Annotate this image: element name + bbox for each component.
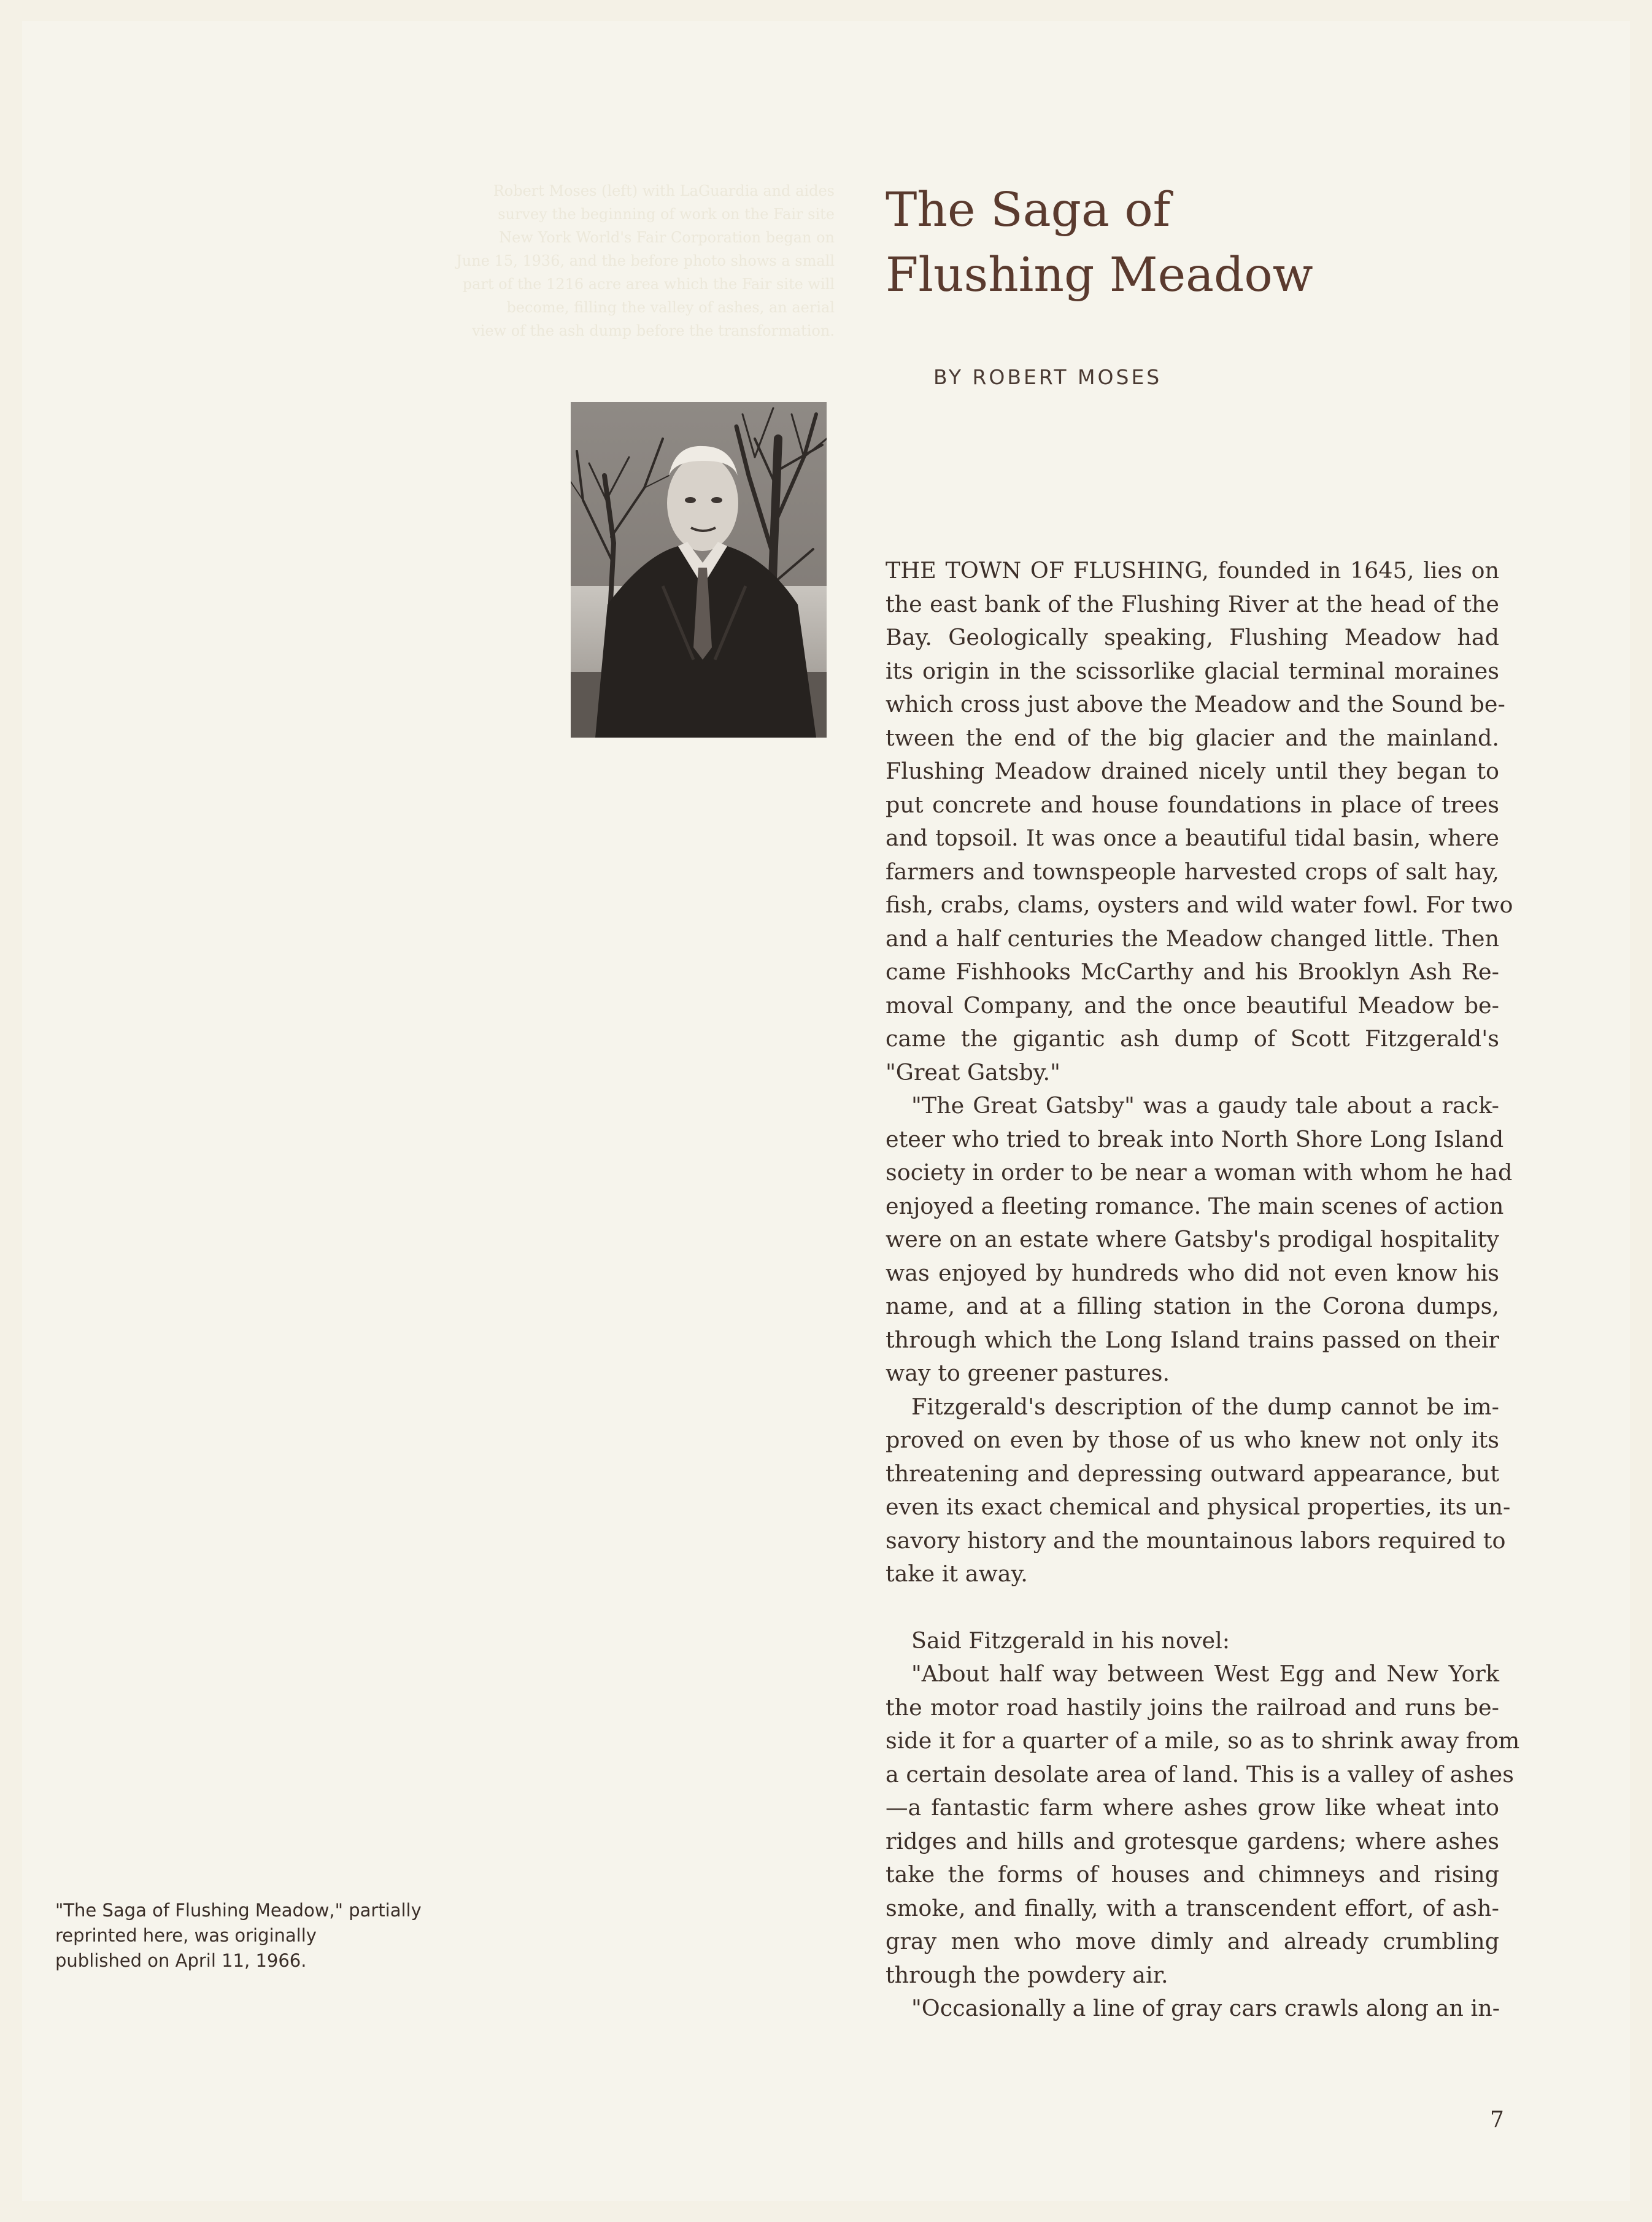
- text-line: threatening and depressing outward appearance, but: [886, 1460, 1499, 1487]
- page-title: [886, 178, 1561, 308]
- text-line: gray men who move dimly and already crumbling: [886, 1928, 1499, 1954]
- text-line: side it for a quarter of a mile, so as to shrink away from: [886, 1727, 1520, 1754]
- show-through-text: [331, 179, 835, 342]
- show-through-line: Robert Moses (left) with LaGuardia and aides: [493, 182, 835, 199]
- text-line: came the gigantic ash dump of Scott Fitzgerald's: [886, 1025, 1499, 1052]
- article-paragraph: [886, 1657, 1520, 1992]
- byline: BY ROBERT MOSES: [933, 365, 1162, 389]
- text-line: through the powdery air.: [886, 1961, 1168, 1988]
- text-line: THE TOWN OF FLUSHING, founded in 1645, lies on: [886, 557, 1499, 584]
- text-line: enjoyed a fleeting romance. The main scenes of action: [886, 1192, 1504, 1219]
- text-line: put concrete and house foundations in place of trees: [886, 791, 1499, 818]
- paragraph-gap: [886, 1591, 1499, 1624]
- text-line: name, and at a filling station in the Corona dumps,: [886, 1293, 1499, 1319]
- show-through-line: part of the 1216 acre area which the Fair site will: [462, 276, 835, 293]
- text-line: tween the end of the big glacier and the mainland.: [886, 724, 1499, 751]
- article-paragraph: [886, 1992, 1499, 2026]
- sidebar-caption: [55, 1898, 485, 1973]
- author-photo: [571, 402, 827, 738]
- show-through-line: survey the beginning of work on the Fair site: [498, 206, 835, 223]
- article-body: [886, 554, 1520, 2026]
- text-line: —a fantastic farm where ashes grow like wheat into: [886, 1794, 1499, 1821]
- text-line: even its exact chemical and physical properties, its un-: [886, 1494, 1511, 1520]
- text-line: savory history and the mountainous labors required to: [886, 1527, 1506, 1554]
- caption-line: reprinted here, was originally: [55, 1925, 317, 1946]
- show-through-line: become, filling the valley of ashes, an aerial: [506, 299, 835, 316]
- text-line: moval Company, and the once beautiful Meadow be-: [886, 992, 1499, 1019]
- text-line: Said Fitzgerald in his novel:: [911, 1627, 1230, 1654]
- show-through-line: June 15, 1936, and the before photo shows a small: [456, 252, 835, 269]
- text-line: take the forms of houses and chimneys and rising: [886, 1861, 1499, 1888]
- text-line: Bay. Geologically speaking, Flushing Meadow had: [886, 624, 1499, 650]
- page-number: 7: [1490, 2107, 1504, 2132]
- text-line: the motor road hastily joins the railroad and runs be-: [886, 1694, 1499, 1721]
- text-line: "Great Gatsby.": [886, 1059, 1060, 1086]
- text-line: Flushing Meadow drained nicely until they began to: [886, 758, 1499, 784]
- text-line: way to greener pastures.: [886, 1360, 1170, 1386]
- text-line: the east bank of the Flushing River at the head of the: [886, 590, 1499, 617]
- text-line: proved on even by those of us who knew not only its: [886, 1427, 1499, 1453]
- page-title-line-1: The Saga of: [886, 183, 1171, 237]
- text-line: farmers and townspeople harvested crops of salt hay,: [886, 858, 1499, 885]
- text-line: "Occasionally a line of gray cars crawls along an in-: [911, 1995, 1500, 2021]
- article-paragraph: [886, 1089, 1513, 1391]
- text-line: a certain desolate area of land. This is a valley of ashes: [886, 1761, 1515, 1788]
- text-line: "The Great Gatsby" was a gaudy tale about a rack-: [911, 1092, 1499, 1119]
- caption-line: published on April 11, 1966.: [55, 1950, 307, 1971]
- page-title-line-2: Flushing Meadow: [886, 248, 1313, 303]
- text-line: society in order to be near a woman with whom he had: [886, 1159, 1513, 1186]
- text-line: take it away.: [886, 1560, 1028, 1587]
- text-line: through which the Long Island trains passed on their: [886, 1326, 1499, 1353]
- author-portrait-image: [571, 402, 827, 738]
- article-paragraph: [886, 554, 1513, 1089]
- text-line: were on an estate where Gatsby's prodigal hospitality: [886, 1226, 1499, 1252]
- text-line: which cross just above the Meadow and the Sound be-: [886, 691, 1505, 717]
- text-line: ridges and hills and grotesque gardens; where ashes: [886, 1827, 1499, 1854]
- text-line: "About half way between West Egg and New York: [911, 1661, 1499, 1687]
- text-line: was enjoyed by hundreds who did not even know his: [886, 1259, 1499, 1286]
- text-line: and a half centuries the Meadow changed little. Then: [886, 925, 1499, 952]
- text-line: fish, crabs, clams, oysters and wild water fowl. For two: [886, 892, 1513, 918]
- text-line: smoke, and finally, with a transcendent effort, of ash-: [886, 1894, 1499, 1921]
- text-line: eteer who tried to break into North Shore Long Island: [886, 1125, 1504, 1152]
- text-line: its origin in the scissorlike glacial terminal moraines: [886, 657, 1499, 684]
- caption-line: "The Saga of Flushing Meadow," partially: [55, 1900, 422, 1921]
- article-paragraph: [886, 1391, 1511, 1591]
- article-paragraph: [886, 1624, 1499, 1658]
- text-line: came Fishhooks McCarthy and his Brooklyn Ash Re-: [886, 959, 1499, 985]
- show-through-line: New York World's Fair Corporation began on: [499, 229, 835, 246]
- text-line: Fitzgerald's description of the dump cannot be im-: [911, 1393, 1499, 1420]
- text-line: and topsoil. It was once a beautiful tidal basin, where: [886, 825, 1499, 851]
- show-through-line: view of the ash dump before the transformation.: [472, 322, 835, 339]
